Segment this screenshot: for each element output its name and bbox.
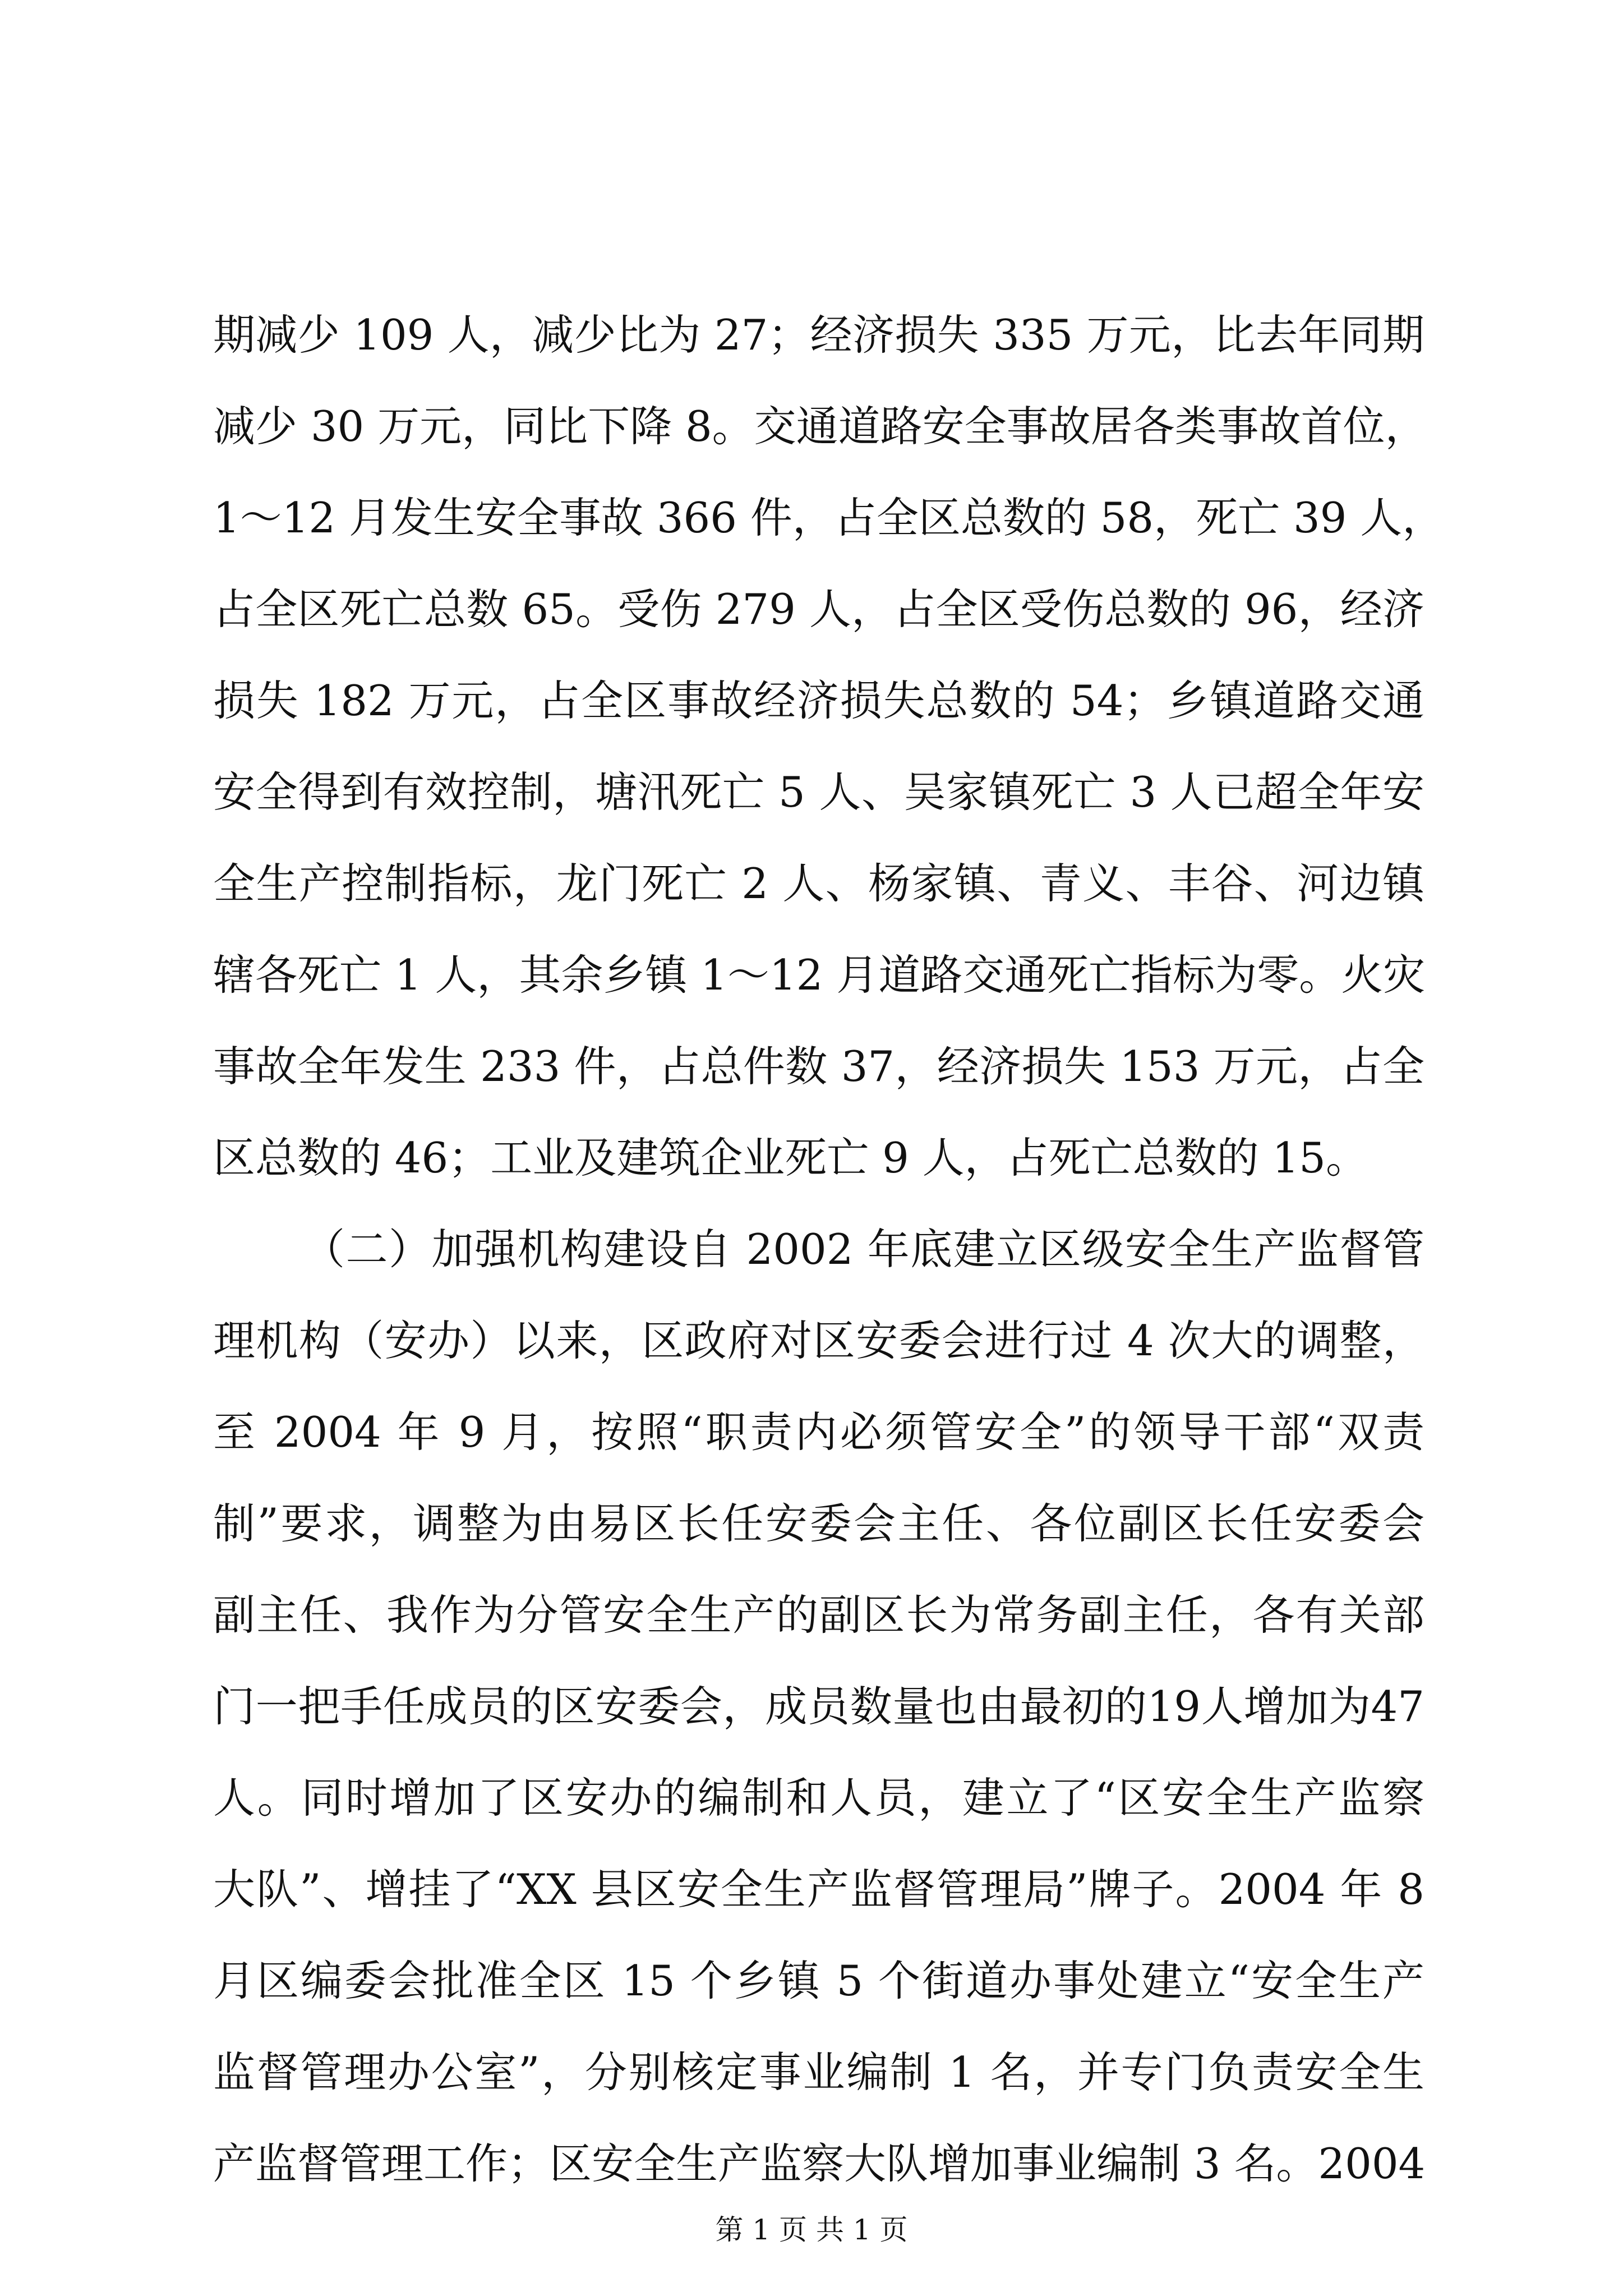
body-text-line: 期减少 109 人，减少比为 27；经济损失 335 万元，比去年同期 xyxy=(213,310,1424,360)
body-text-line: 理机构（安办）以来，区政府对区安委会进行过 4 次大的调整， xyxy=(213,1316,1424,1365)
body-text-line: 月区编委会批准全区 15 个乡镇 5 个街道办事处建立“安全生产 xyxy=(213,1956,1424,2005)
body-text-line: 全生产控制指标，龙门死亡 2 人、杨家镇、青义、丰谷、河边镇 xyxy=(213,859,1424,908)
paragraph-first-line: （二）加强机构建设自 2002 年底建立区级安全生产监督管 xyxy=(303,1225,1424,1274)
body-text-line: 占全区死亡总数 65。受伤 279 人，占全区受伤总数的 96，经济 xyxy=(213,585,1424,634)
body-text-line: 损失 182 万元，占全区事故经济损失总数的 54；乡镇道路交通 xyxy=(213,676,1424,725)
body-text-line: 至 2004 年 9 月，按照“职责内必须管安全”的领导干部“双责 xyxy=(213,1407,1424,1457)
body-text-line: 大队”、增挂了“XX 县区安全生产监督管理局”牌子。2004 年 8 xyxy=(213,1865,1424,1914)
body-text-line: 监督管理办公室”，分别核定事业编制 1 名，并专门负责安全生 xyxy=(213,2047,1424,2097)
body-text-line: 事故全年发生 233 件，占总件数 37，经济损失 153 万元，占全 xyxy=(213,1042,1424,1091)
body-text-line: 1～12 月发生安全事故 366 件，占全区总数的 58，死亡 39 人， xyxy=(213,493,1445,542)
body-text-line: 区总数的 46；工业及建筑企业死亡 9 人，占死亡总数的 15。 xyxy=(213,1133,1368,1182)
body-text-line: 产监督管理工作；区安全生产监察大队增加事业编制 3 名。2004 xyxy=(213,2139,1426,2188)
body-text-line: 减少 30 万元，同比下降 8。交通道路安全事故居各类事故首位， xyxy=(213,402,1427,451)
body-text-line: 辖各死亡 1 人，其余乡镇 1～12 月道路交通死亡指标为零。火灾 xyxy=(213,950,1426,1000)
body-text-line: 安全得到有效控制，塘汛死亡 5 人、吴家镇死亡 3 人已超全年安 xyxy=(213,767,1424,817)
body-text-line: 制”要求，调整为由易区长任安委会主任、各位副区长任安委会 xyxy=(213,1499,1424,1548)
body-text-line: 人。同时增加了区安办的编制和人员，建立了“区安全生产监察 xyxy=(213,1773,1424,1823)
body-text-line: 副主任、我作为分管安全生产的副区长为常务副主任，各有关部 xyxy=(213,1590,1424,1640)
page-number-footer: 第 1 页 共 1 页 xyxy=(715,2214,908,2246)
body-text-line: 门一把手任成员的区安委会，成员数量也由最初的19人增加为47 xyxy=(213,1682,1424,1731)
